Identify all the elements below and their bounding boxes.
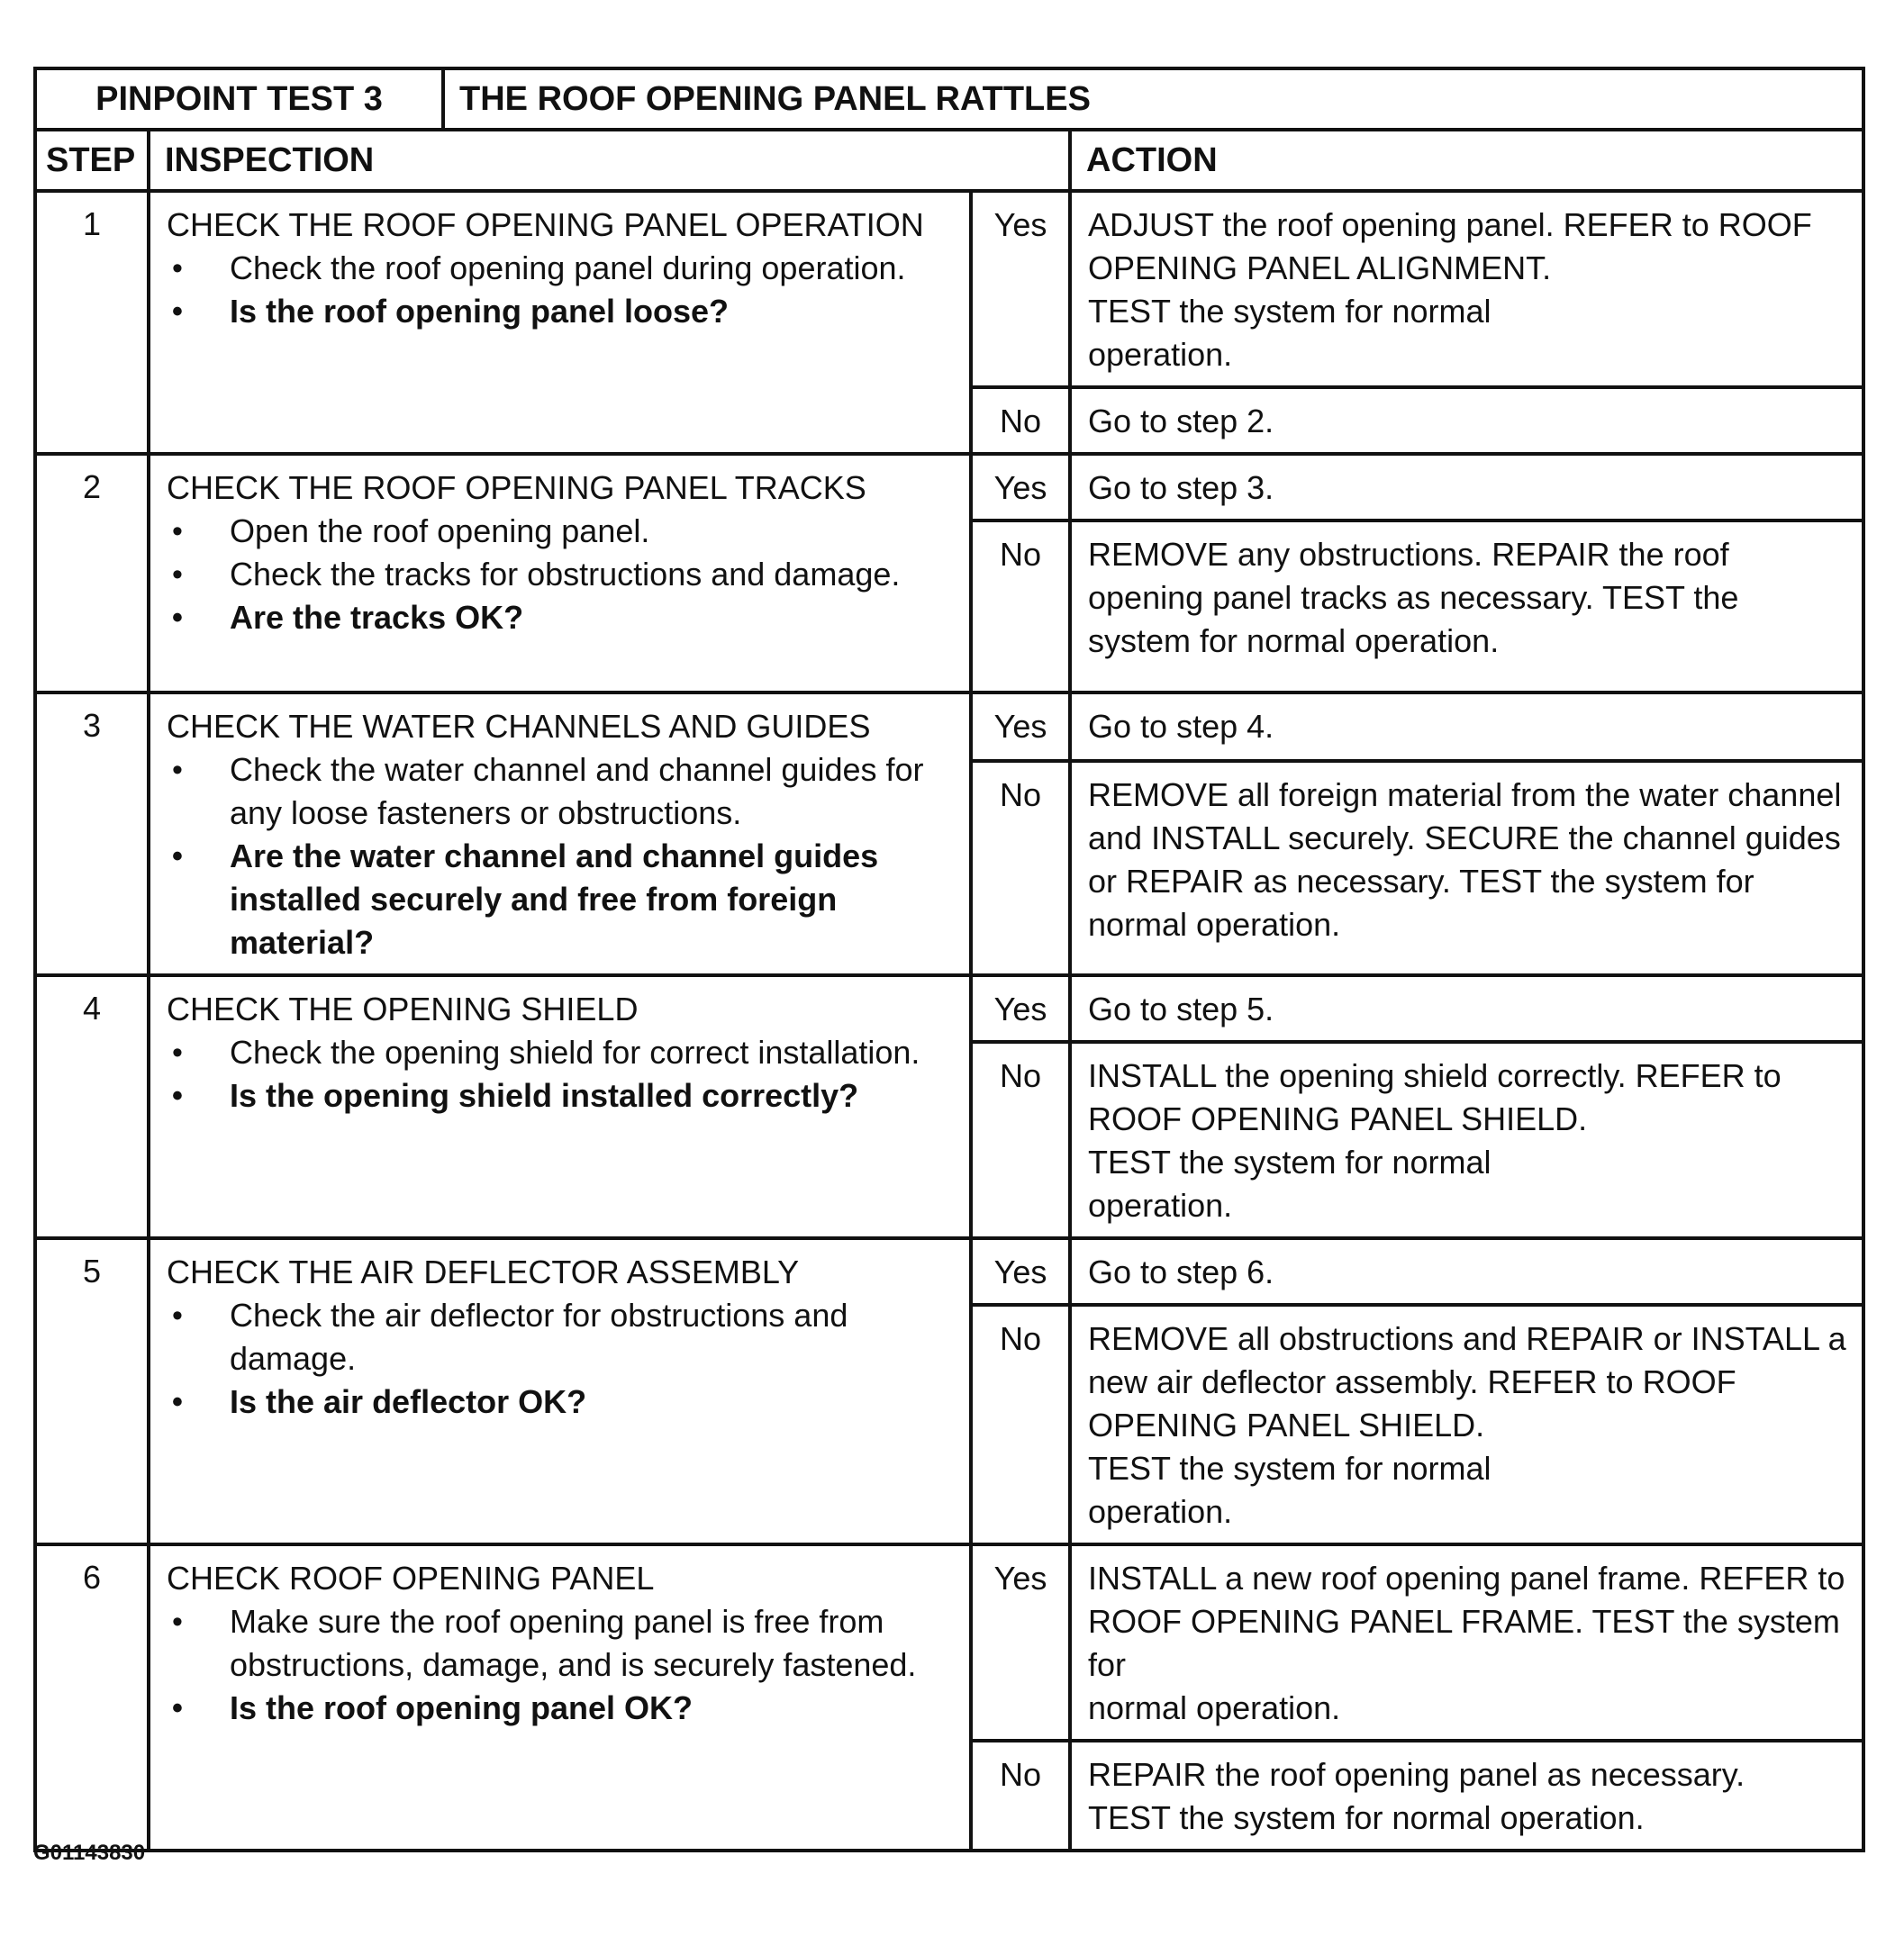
- inspection-bullets: [167, 1600, 957, 1730]
- bullet-icon: •: [172, 1691, 183, 1725]
- bullet-icon: •: [172, 839, 183, 873]
- inspection-cell: [149, 191, 971, 454]
- inspection-bullet: [167, 510, 957, 553]
- test-label: PINPOINT TEST 3: [95, 79, 383, 118]
- test-label-cell: [35, 68, 443, 130]
- bullet-text: Check the opening shield for correct installation.: [230, 1034, 920, 1071]
- inspection-bullet: [167, 1600, 957, 1687]
- yes-label: Yes: [971, 191, 1070, 387]
- yes-action: Go to step 3.: [1070, 454, 1863, 520]
- yes-label: Yes: [971, 454, 1070, 520]
- bullet-icon: •: [172, 753, 183, 787]
- step-header-label: STEP: [46, 140, 136, 179]
- inspection-bullets: [167, 748, 957, 964]
- no-label: No: [971, 761, 1070, 975]
- question-text: Are the tracks OK?: [230, 599, 524, 636]
- step-number: 4: [35, 975, 149, 1238]
- question-text: Is the air deflector OK?: [230, 1383, 587, 1420]
- test-title-cell: [443, 68, 1863, 130]
- no-label: No: [971, 1741, 1070, 1851]
- no-action: INSTALL the opening shield correctly. REFER to ROOF OPENING PANEL SHIELD. TEST the system for normal operation.: [1070, 1042, 1863, 1238]
- inspection-question: [167, 835, 957, 964]
- table-row: [35, 692, 1863, 761]
- step-number: 6: [35, 1544, 149, 1851]
- no-label: No: [971, 520, 1070, 692]
- inspection-bullet: [167, 1294, 957, 1380]
- inspection-bullet: [167, 553, 957, 596]
- no-label: No: [971, 1305, 1070, 1544]
- inspection-cell: [149, 692, 971, 975]
- column-header-row: [35, 130, 1863, 191]
- inspection-bullet: [167, 748, 957, 835]
- inspection-bullet: [167, 1031, 957, 1074]
- bullet-icon: •: [172, 1605, 183, 1639]
- bullet-text: Check the water channel and channel guides for any loose fasteners or obstructions.: [230, 751, 924, 831]
- inspection-question: [167, 1380, 957, 1424]
- action-header-label: ACTION: [1086, 140, 1218, 179]
- bullet-icon: •: [172, 251, 183, 285]
- action-column-header: [1070, 130, 1863, 191]
- inspection-bullets: [167, 510, 957, 639]
- no-label: No: [971, 387, 1070, 454]
- no-action: Go to step 2.: [1070, 387, 1863, 454]
- no-label: No: [971, 1042, 1070, 1238]
- yes-label: Yes: [971, 975, 1070, 1042]
- bullet-icon: •: [172, 294, 183, 329]
- pinpoint-test-document: [33, 67, 1862, 1836]
- inspection-question: [167, 290, 957, 333]
- bullet-text: Check the air deflector for obstructions and damage.: [230, 1297, 848, 1377]
- inspection-title: CHECK THE WATER CHANNELS AND GUIDES: [167, 708, 871, 745]
- bullet-icon: •: [172, 1079, 183, 1113]
- table-row: [35, 454, 1863, 520]
- table-row: [35, 191, 1863, 387]
- question-text: Is the roof opening panel OK?: [230, 1689, 694, 1726]
- yes-label: Yes: [971, 692, 1070, 761]
- yes-label: Yes: [971, 1238, 1070, 1305]
- question-text: Is the roof opening panel loose?: [230, 293, 730, 330]
- inspection-title: CHECK THE AIR DEFLECTOR ASSEMBLY: [167, 1254, 800, 1290]
- test-title: THE ROOF OPENING PANEL RATTLES: [459, 79, 1091, 118]
- inspection-cell: [149, 454, 971, 692]
- yes-label: Yes: [971, 1544, 1070, 1741]
- figure-id: G01143830: [33, 1841, 146, 1865]
- inspection-cell: [149, 1544, 971, 1851]
- question-text: Are the water channel and channel guides installed securely and free from foreign material?: [230, 837, 879, 961]
- inspection-title: CHECK THE ROOF OPENING PANEL OPERATION: [167, 206, 924, 243]
- bullet-text: Check the roof opening panel during operation.: [230, 249, 906, 286]
- yes-action: Go to step 6.: [1070, 1238, 1863, 1305]
- pinpoint-test-table: [33, 67, 1865, 1852]
- table-row: [35, 1544, 1863, 1741]
- bullet-text: Check the tracks for obstructions and damage.: [230, 556, 901, 593]
- inspection-column-header: [149, 130, 1070, 191]
- inspection-title: CHECK ROOF OPENING PANEL: [167, 1560, 655, 1597]
- yes-action: INSTALL a new roof opening panel frame. REFER to ROOF OPENING PANEL FRAME. TEST the system for normal operation.: [1070, 1544, 1863, 1741]
- bullet-icon: •: [172, 514, 183, 548]
- inspection-question: [167, 1074, 957, 1118]
- question-text: Is the opening shield installed correctly?: [230, 1077, 859, 1114]
- bullet-icon: •: [172, 601, 183, 635]
- bullet-icon: •: [172, 1385, 183, 1419]
- bullet-text: Open the roof opening panel.: [230, 512, 650, 549]
- bullet-text: Make sure the roof opening panel is free from obstructions, damage, and is securely fastened.: [230, 1603, 917, 1683]
- bullet-icon: •: [172, 1036, 183, 1070]
- bullet-icon: •: [172, 1299, 183, 1333]
- step-number: 1: [35, 191, 149, 454]
- inspection-cell: [149, 975, 971, 1238]
- inspection-cell: [149, 1238, 971, 1544]
- inspection-bullets: [167, 1294, 957, 1424]
- bullet-icon: •: [172, 557, 183, 592]
- title-row: [35, 68, 1863, 130]
- step-number: 5: [35, 1238, 149, 1544]
- inspection-title: CHECK THE ROOF OPENING PANEL TRACKS: [167, 469, 866, 506]
- no-action: REMOVE any obstructions. REPAIR the roof opening panel tracks as necessary. TEST the system for normal operation.: [1070, 520, 1863, 692]
- inspection-bullets: [167, 247, 957, 333]
- inspection-bullet: [167, 247, 957, 290]
- yes-action: Go to step 5.: [1070, 975, 1863, 1042]
- no-action: REMOVE all obstructions and REPAIR or INSTALL a new air deflector assembly. REFER to ROOF OPENING PANEL SHIELD. TEST the system for normal operation.: [1070, 1305, 1863, 1544]
- table-row: [35, 975, 1863, 1042]
- step-number: 3: [35, 692, 149, 975]
- inspection-question: [167, 596, 957, 639]
- inspection-header-label: INSPECTION: [165, 140, 375, 179]
- table-row: [35, 1238, 1863, 1305]
- inspection-title: CHECK THE OPENING SHIELD: [167, 991, 639, 1027]
- step-column-header: [35, 130, 149, 191]
- inspection-bullets: [167, 1031, 957, 1118]
- yes-action: Go to step 4.: [1070, 692, 1863, 761]
- no-action: REPAIR the roof opening panel as necessary. TEST the system for normal operation.: [1070, 1741, 1863, 1851]
- inspection-question: [167, 1687, 957, 1730]
- step-number: 2: [35, 454, 149, 692]
- yes-action: ADJUST the roof opening panel. REFER to ROOF OPENING PANEL ALIGNMENT. TEST the system for normal operation.: [1070, 191, 1863, 387]
- no-action: REMOVE all foreign material from the water channel and INSTALL securely. SECURE the channel guides or REPAIR as necessary. TEST the system for normal operation.: [1070, 761, 1863, 975]
